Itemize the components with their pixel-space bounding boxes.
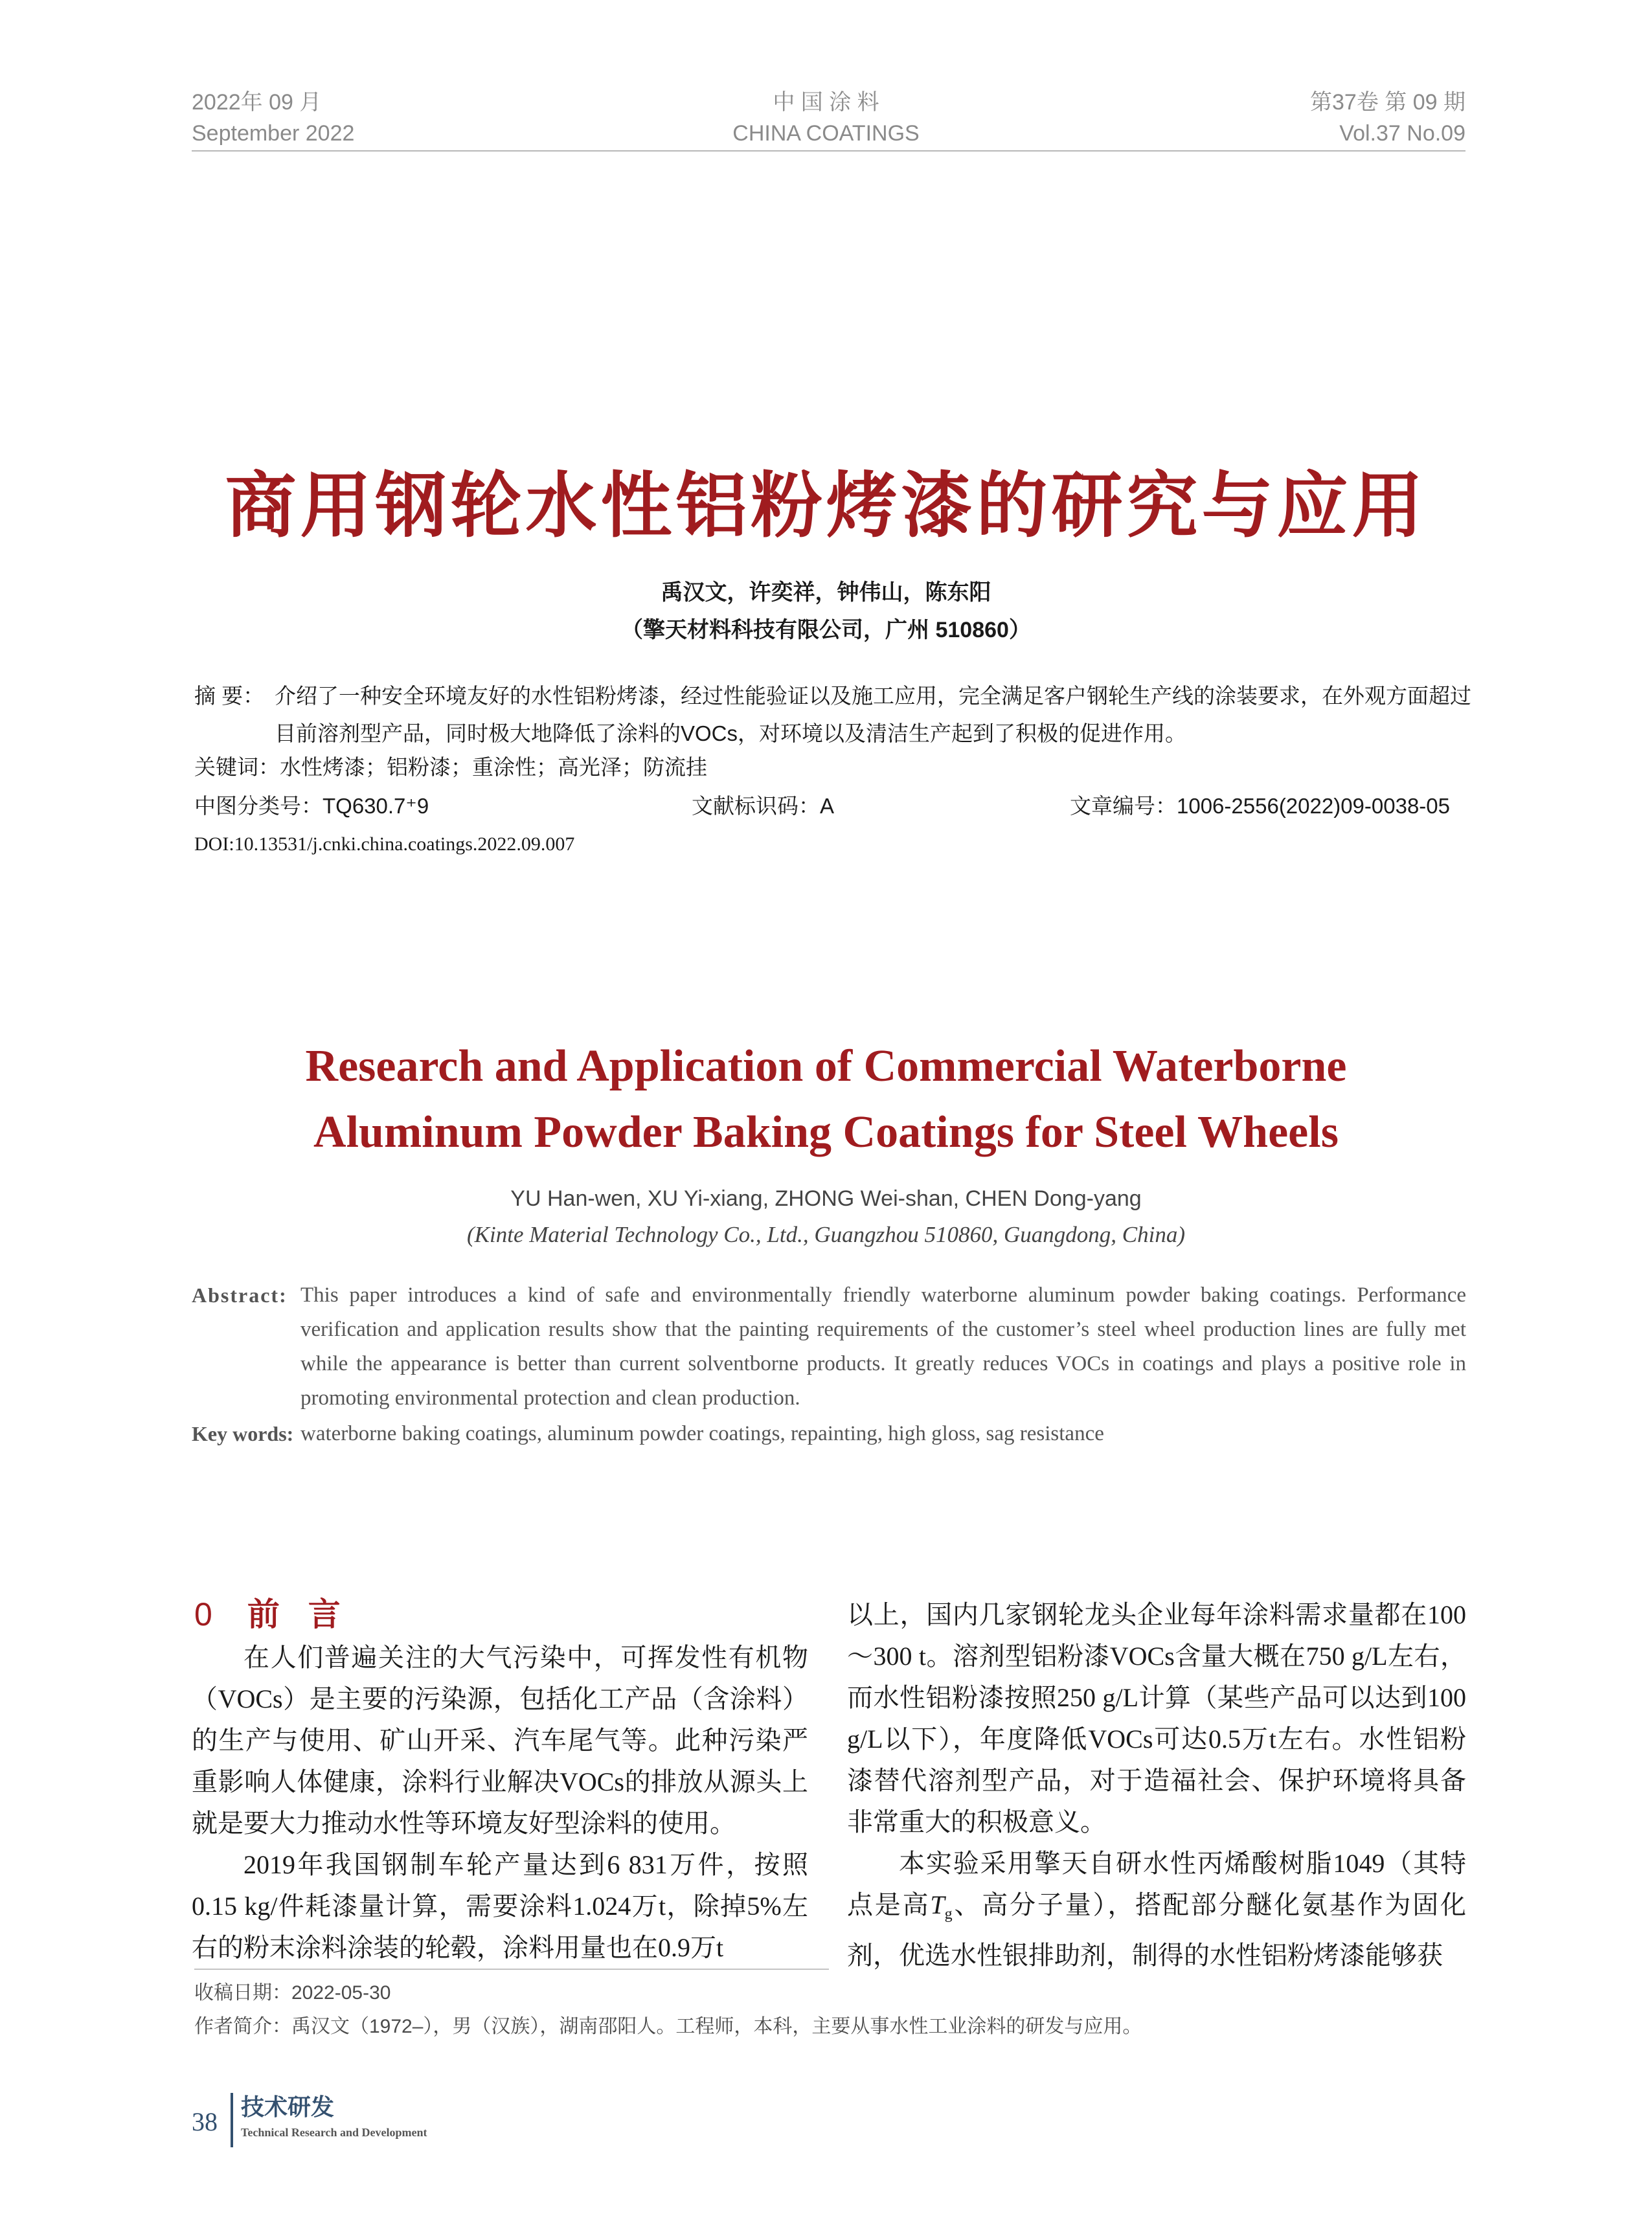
section-title: 前言	[247, 1596, 369, 1632]
title-en-line-1: Research and Application of Commercial Waterborne	[305, 1041, 1347, 1091]
tg-subscript: g	[944, 1906, 953, 1923]
doi[interactable]: DOI:10.13531/j.cnki.china.coatings.2022.09.007	[194, 833, 575, 855]
affiliation-en: (Kinte Material Technology Co., Ltd., Guangzhou 510860, Guangdong, China)	[467, 1222, 1185, 1247]
keywords-en-label: Key words:	[192, 1422, 294, 1445]
keywords-cn: 关键词：水性烤漆；铝粉漆；重涂性；高光泽；防流挂	[194, 755, 707, 779]
affiliation-cn: （擎天材料科技有限公司，广州 510860）	[621, 618, 1031, 642]
keywords-en-text: waterborne baking coatings, aluminum powder coatings, repainting, high gloss, sag resistance	[300, 1422, 1104, 1445]
footnote-rule	[194, 1969, 829, 1970]
title-en-line-2: Aluminum Powder Baking Coatings for Steel Wheels	[313, 1107, 1339, 1157]
abstract-en-label: Abstract:	[192, 1283, 288, 1307]
tg-symbol: T	[930, 1890, 945, 1919]
footnote-received: 收稿日期：2022-05-30	[194, 1982, 391, 2004]
header-journal-en: CHINA COATINGS	[732, 121, 920, 146]
page-number: 38	[192, 2107, 218, 2136]
authors-en: YU Han-wen, XU Yi-xiang, ZHONG Wei-shan, CHEN Dong-yang	[510, 1186, 1142, 1211]
body-paragraph: 2019年我国钢制车轮产量达到6 831万件，按照0.15 kg/件耗漆量计算，需要涂料1.024万t，除掉5%左右的粉末涂料涂装的轮毂，涂料用量也在0.9万t	[192, 1850, 808, 1962]
body-column-left	[192, 1637, 808, 1969]
title-cn: 商用钢轮水性铝粉烤漆的研究与应用	[225, 466, 1427, 546]
header-date-en: September 2022	[192, 121, 355, 146]
abstract-en-text: This paper introduces a kind of safe and environmentally friendly waterborne aluminum powder baking coatings. Performance verification and application results show that the painting requirements of the customer’s steel wheel production lines are fully met while the appearance is better than current solventborne products. It greatly reduces VOCs in coatings and plays a positive role in promoting environmental protection and clean production.	[300, 1283, 1466, 1410]
authors-cn: 禹汉文，许奕祥，钟伟山，陈东阳	[661, 580, 991, 605]
abstract-cn-text: 介绍了一种安全环境友好的水性铝粉烤漆，经过性能验证以及施工应用，完全满足客户钢轮生产线的涂装要求，在外观方面超过目前溶剂型产品，同时极大地降低了涂料的VOCs，对环境以及清洁生产起到了积极的促进作用。	[275, 684, 1471, 745]
article-number: 文章编号：1006-2556(2022)09-0038-05	[1070, 794, 1451, 818]
body-paragraph: 以上，国内几家钢轮龙头企业每年涂料需求量都在100～300 t。溶剂型铝粉漆VOCs含量大概在750 g/L左右，而水性铝粉漆按照250 g/L计算（某些产品可以达到100 g/L以下），年度降低VOCs可达0.5万t左右。水性铝粉漆替代溶剂型产品，对于造福社会、保护环境将具备非常重大的积极意义。	[847, 1600, 1466, 1836]
footer-category-cn: 技术研发	[241, 2094, 335, 2120]
abstract-cn-label: 摘 要：	[194, 684, 265, 708]
section-number: 0	[194, 1596, 212, 1632]
header-rule	[192, 150, 1465, 152]
body-text: 、高分子量），搭配部分醚化氨基作为固化剂，优选水性银排助剂，制得的水性铝粉烤漆能够获	[847, 1890, 1467, 1970]
footer-divider	[231, 2093, 233, 2147]
footnote-author-bio: 作者简介：禹汉文（1972–），男（汉族），湖南邵阳人。工程师，本科，主要从事水性工业涂料的研发与应用。	[194, 2016, 1142, 2037]
header-date-cn: 2022年 09 月	[192, 90, 322, 115]
header-volume-en: Vol.37 No.09	[1339, 121, 1465, 146]
header-volume-cn: 第37卷 第 09 期	[1310, 90, 1465, 115]
body-paragraph: 在人们普遍关注的大气污染中，可挥发性有机物（VOCs）是主要的污染源，包括化工产品（含涂料）的生产与使用、矿山开采、汽车尾气等。此种污染严重影响人体健康，涂料行业解决VOCs的排放从源头上就是要大力推动水性等环境友好型涂料的使用。	[192, 1643, 808, 1838]
body-text: 本实验采用擎天自研水性丙烯酸树脂1049（其特点是高	[847, 1849, 1466, 1919]
section-heading	[194, 1592, 369, 1637]
header-journal-cn: 中 国 涂 料	[773, 90, 879, 115]
title-en	[0, 1033, 1652, 1166]
document-code: 文献标识码：A	[692, 794, 835, 818]
classification-number: 中图分类号：TQ630.7⁺9	[194, 794, 429, 818]
body-column-right	[847, 1594, 1466, 1976]
footer-category-en: Technical Research and Development	[241, 2126, 427, 2139]
body-paragraph	[847, 1843, 1466, 1976]
